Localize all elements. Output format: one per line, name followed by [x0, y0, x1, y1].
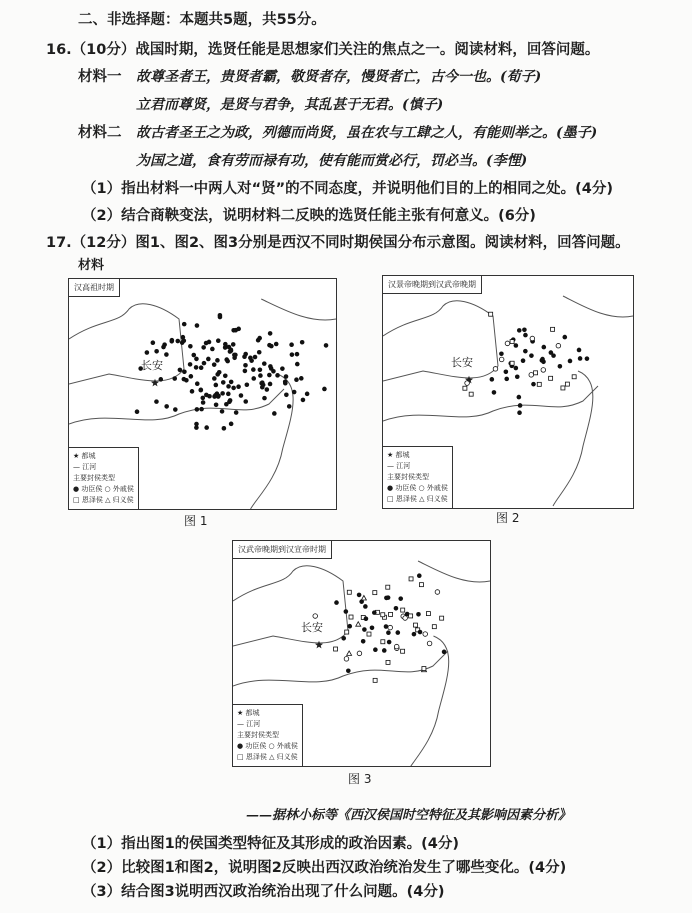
meritorious-marquis-dot [294, 377, 299, 382]
meritorious-marquis-dot [172, 376, 177, 381]
favor-marquis-square [373, 678, 377, 682]
meritorious-marquis-dot [161, 345, 166, 350]
meritorious-marquis-dot [212, 362, 217, 367]
meritorious-marquis-dot [373, 647, 378, 652]
meritorious-marquis-dot [212, 376, 217, 381]
meritorious-marquis-dot [195, 323, 200, 328]
legend-river: — 江河 [237, 720, 261, 728]
river-yangtze [69, 389, 284, 424]
favor-marquis-square [389, 612, 393, 616]
meritorious-marquis-dot [245, 382, 250, 387]
meritorious-marquis-dot [280, 366, 285, 371]
meritorious-marquis-dot [229, 380, 234, 385]
favor-marquis-square [561, 386, 565, 390]
meritorious-marquis-dot [284, 392, 289, 397]
meritorious-marquis-dot [272, 411, 277, 416]
consort-marquis-circle [388, 625, 393, 630]
meritorious-marquis-dot [518, 403, 523, 408]
q16-sub1: （1）指出材料一中两人对“贤”的不同态度，并说明他们目的上的相同之处。(4分) [82, 181, 613, 197]
legend-row-1: ● 功臣侯 ○ 外戚侯 [237, 742, 298, 750]
meritorious-marquis-dot [236, 327, 241, 332]
meritorious-marquis-dot [233, 353, 238, 358]
meritorious-marquis-dot [243, 363, 248, 368]
meritorious-marquis-dot [258, 367, 263, 372]
meritorious-marquis-dot [194, 422, 199, 427]
meritorious-marquis-dot [135, 409, 140, 414]
meritorious-marquis-dot [214, 383, 219, 388]
meritorious-marquis-dot [182, 322, 187, 327]
consort-marquis-circle [357, 651, 362, 656]
meritorious-marquis-dot [194, 357, 199, 362]
meritorious-marquis-dot [412, 632, 417, 637]
source-citation: ——据林小标等《西汉侯国时空特征及其影响因素分析》 [246, 808, 572, 823]
q17-material-label: 材料 [78, 258, 105, 273]
meritorious-marquis-dot [175, 339, 180, 344]
favor-marquis-square [409, 577, 413, 581]
meritorious-marquis-dot [521, 358, 526, 363]
meritorious-marquis-dot [199, 407, 204, 412]
consort-marquis-circle [529, 373, 534, 378]
favor-marquis-square [510, 361, 514, 365]
legend-heading: 主要封侯类型 [73, 474, 115, 482]
meritorious-marquis-dot [164, 404, 169, 409]
favor-marquis-square [386, 660, 390, 664]
meritorious-marquis-dot [217, 370, 222, 375]
meritorious-marquis-dot [223, 342, 228, 347]
meritorious-marquis-dot [364, 616, 369, 621]
q17-sub3: （3）结合图3说明西汉政治统治出现了什么问题。(4分) [82, 884, 445, 900]
q17-sub2: （2）比较图1和图2，说明图2反映出西汉政治统治发生了哪些变化。(4分) [82, 860, 567, 876]
consort-marquis-circle [530, 336, 535, 341]
legend-capital: ★ 都城 [73, 452, 96, 460]
map-2-legend [383, 446, 453, 508]
favor-marquis-square [381, 640, 385, 644]
section-header: 二、非选择题：本题共5题，共55分。 [78, 12, 326, 28]
map-3-title: 汉武帝晚期到汉宣帝时期 [233, 541, 332, 559]
q16-stem: 16.（10分）战国时期，选贤任能是思想家们关注的焦点之一。阅读材料，回答问题。 [46, 42, 600, 58]
meritorious-marquis-dot [577, 348, 582, 353]
meritorious-marquis-dot [262, 361, 267, 366]
meritorious-marquis-dot [164, 352, 169, 357]
meritorious-marquis-dot [384, 596, 389, 601]
meritorious-marquis-dot [558, 364, 563, 369]
meritorious-marquis-dot [341, 636, 346, 641]
legend-row-2: □ 恩泽侯 △ 归义侯 [73, 496, 134, 504]
capital-label: 长安 [301, 621, 323, 634]
map-3-legend [233, 704, 303, 766]
meritorious-marquis-dot [551, 353, 556, 358]
meritorious-marquis-dot [201, 400, 206, 405]
meritorious-marquis-dot [231, 386, 236, 391]
map-figure-3 [232, 540, 491, 767]
favor-marquis-square [489, 312, 493, 316]
meritorious-marquis-dot [523, 333, 528, 338]
meritorious-marquis-dot [243, 369, 248, 374]
meritorious-marquis-dot [189, 374, 194, 379]
meritorious-marquis-dot [243, 399, 248, 404]
meritorious-marquis-dot [226, 384, 231, 389]
meritorious-marquis-dot [229, 347, 234, 352]
map-1-title: 汉高祖时期 [69, 279, 120, 297]
meritorious-marquis-dot [178, 368, 183, 373]
legend-capital: ★ 都城 [237, 709, 260, 717]
meritorious-marquis-dot [504, 369, 509, 374]
meritorious-marquis-dot [251, 367, 256, 372]
favor-marquis-square [413, 623, 417, 627]
meritorious-marquis-dot [158, 377, 163, 382]
meritorious-marquis-dot [204, 425, 209, 430]
meritorious-marquis-dot [514, 366, 519, 371]
material1-line-2: 立君而尊贤，是贤与君争，其乱甚于无君。(慎子) [136, 97, 444, 113]
meritorious-marquis-dot [215, 358, 220, 363]
meritorious-marquis-dot [578, 356, 583, 361]
meritorious-marquis-dot [182, 338, 187, 343]
meritorious-marquis-dot [287, 404, 292, 409]
meritorious-marquis-dot [324, 343, 329, 348]
river-yangtze [233, 651, 448, 686]
meritorious-marquis-dot [195, 407, 200, 412]
favor-marquis-square [463, 386, 467, 390]
meritorious-marquis-dot [267, 343, 272, 348]
meritorious-marquis-dot [188, 344, 193, 349]
legend-river: — 江河 [387, 462, 411, 470]
river-yangtze [383, 386, 598, 421]
favor-marquis-square [432, 625, 436, 629]
coastline [553, 296, 633, 506]
meritorious-marquis-dot [184, 378, 189, 383]
meritorious-marquis-dot [284, 374, 289, 379]
meritorious-marquis-dot [299, 376, 304, 381]
capital-star-icon [315, 641, 323, 649]
legend-heading: 主要封侯类型 [237, 731, 279, 739]
meritorious-marquis-dot [295, 352, 300, 357]
submitted-marquis-triangle [356, 622, 361, 627]
favor-marquis-square [367, 632, 371, 636]
meritorious-marquis-dot [221, 380, 226, 385]
meritorious-marquis-dot [239, 393, 244, 398]
meritorious-marquis-dot [417, 573, 422, 578]
meritorious-marquis-dot [295, 362, 300, 367]
favor-marquis-square [422, 667, 426, 671]
meritorious-marquis-dot [258, 373, 263, 378]
meritorious-marquis-dot [517, 395, 522, 400]
meritorious-marquis-dot [225, 359, 230, 364]
meritorious-marquis-dot [362, 627, 367, 632]
meritorious-marquis-dot [289, 342, 294, 347]
favor-marquis-square [426, 612, 430, 616]
meritorious-marquis-dot [228, 398, 233, 403]
meritorious-marquis-dot [262, 396, 267, 401]
meritorious-marquis-dot [515, 374, 520, 379]
meritorious-marquis-dot [517, 410, 522, 415]
consort-marquis-circle [427, 641, 432, 646]
meritorious-marquis-dot [394, 606, 399, 611]
meritorious-marquis-dot [265, 387, 270, 392]
meritorious-marquis-dot [195, 381, 200, 386]
meritorious-marquis-dot [267, 373, 272, 378]
meritorious-marquis-dot [522, 328, 527, 333]
favor-marquis-square [401, 608, 405, 612]
favor-marquis-square [419, 583, 423, 587]
q17-stem: 17.（12分）图1、图2、图3分别是西汉不同时期侯国分布示意图。阅读材料，回答问题。 [46, 235, 630, 251]
meritorious-marquis-dot [334, 600, 339, 605]
consort-marquis-circle [435, 590, 440, 595]
favor-marquis-square [349, 615, 353, 619]
map-figure-2 [382, 275, 634, 509]
caption-figure-2: 图 2 [496, 511, 520, 525]
favor-marquis-square [549, 376, 553, 380]
favor-marquis-square [345, 630, 349, 634]
material1-label: 材料一 [78, 69, 122, 85]
meritorious-marquis-dot [220, 409, 225, 414]
consort-marquis-circle [541, 368, 546, 373]
meritorious-marquis-dot [499, 351, 504, 356]
legend-river: — 江河 [73, 463, 97, 471]
map-figure-1 [68, 278, 337, 510]
meritorious-marquis-dot [492, 390, 497, 395]
meritorious-marquis-dot [236, 384, 241, 389]
meritorious-marquis-dot [395, 630, 400, 635]
meritorious-marquis-dot [253, 355, 258, 360]
meritorious-marquis-dot [200, 396, 205, 401]
meritorious-marquis-dot [220, 391, 225, 396]
meritorious-marquis-dot [213, 393, 218, 398]
meritorious-marquis-dot [190, 389, 195, 394]
meritorious-marquis-dot [216, 338, 221, 343]
favor-marquis-square [565, 382, 569, 386]
legend-heading: 主要封侯类型 [387, 473, 429, 481]
meritorious-marquis-dot [268, 331, 273, 336]
meritorious-marquis-dot [540, 357, 545, 362]
favor-marquis-square [347, 590, 351, 594]
favor-marquis-square [381, 613, 385, 617]
meritorious-marquis-dot [386, 630, 391, 635]
meritorious-marquis-dot [585, 356, 590, 361]
consort-marquis-circle [403, 616, 408, 621]
meritorious-marquis-dot [268, 382, 273, 387]
meritorious-marquis-dot [344, 609, 349, 614]
meritorious-marquis-dot [531, 382, 536, 387]
legend-row-1: ● 功臣侯 ○ 外戚侯 [387, 484, 448, 492]
meritorious-marquis-dot [357, 593, 362, 598]
meritorious-marquis-dot [301, 398, 306, 403]
meritorious-marquis-dot [257, 350, 262, 355]
meritorious-marquis-dot [145, 350, 150, 355]
meritorious-marquis-dot [418, 630, 423, 635]
meritorious-marquis-dot [290, 352, 295, 357]
meritorious-marquis-dot [504, 377, 509, 382]
q17-sub1: （1）指出图1的侯国类型特征及其形成的政治因素。(4分) [82, 836, 460, 852]
consort-marquis-circle [344, 657, 349, 662]
meritorious-marquis-dot [222, 426, 227, 431]
meritorious-marquis-dot [283, 379, 288, 384]
favor-marquis-square [469, 392, 473, 396]
meritorious-marquis-dot [361, 639, 366, 644]
meritorious-marquis-dot [387, 640, 392, 645]
river-yellow-river [233, 566, 348, 646]
favor-marquis-square [440, 616, 444, 620]
consort-marquis-circle [465, 381, 470, 386]
meritorious-marquis-dot [260, 385, 265, 390]
meritorious-marquis-dot [305, 392, 310, 397]
meritorious-marquis-dot [398, 596, 403, 601]
legend-row-2: □ 恩泽侯 △ 归义侯 [387, 495, 448, 503]
meritorious-marquis-dot [529, 353, 534, 358]
submitted-marquis-triangle [347, 651, 352, 656]
favor-marquis-square [510, 340, 514, 344]
meritorious-marquis-dot [416, 612, 421, 617]
meritorious-marquis-dot [191, 353, 196, 358]
meritorious-marquis-dot [274, 342, 279, 347]
favor-marquis-square [386, 585, 390, 589]
consort-marquis-circle [313, 614, 318, 619]
meritorious-marquis-dot [269, 366, 274, 371]
meritorious-marquis-dot [210, 347, 215, 352]
legend-row-1: ● 功臣侯 ○ 外戚侯 [73, 485, 134, 493]
legend-capital: ★ 都城 [387, 451, 410, 459]
favor-marquis-square [551, 327, 555, 331]
meritorious-marquis-dot [372, 610, 377, 615]
meritorious-marquis-dot [198, 388, 203, 393]
meritorious-marquis-dot [300, 340, 305, 345]
capital-star-icon [151, 379, 159, 387]
meritorious-marquis-dot [517, 328, 522, 333]
meritorious-marquis-dot [322, 387, 327, 392]
meritorious-marquis-dot [188, 362, 193, 367]
legend-row-2: □ 恩泽侯 △ 归义侯 [237, 753, 298, 761]
meritorious-marquis-dot [370, 626, 375, 631]
meritorious-marquis-dot [202, 361, 207, 366]
coastline [251, 299, 336, 509]
meritorious-marquis-dot [490, 377, 495, 382]
meritorious-marquis-dot [523, 349, 528, 354]
capital-label: 长安 [141, 359, 163, 372]
coastline [408, 561, 490, 766]
favor-marquis-square [572, 375, 576, 379]
caption-figure-3: 图 3 [348, 772, 372, 786]
river-yellow-river [383, 301, 498, 381]
map-1-legend [69, 447, 139, 509]
consort-marquis-circle [423, 632, 428, 637]
meritorious-marquis-dot [347, 624, 352, 629]
material2-line-2: 为国之道，食有劳而禄有功，使有能而赏必行，罚必当。(李悝) [136, 153, 528, 169]
caption-figure-1: 图 1 [184, 514, 208, 528]
meritorious-marquis-dot [173, 407, 178, 412]
meritorious-marquis-dot [201, 345, 206, 350]
map-2-title: 汉景帝晚期到汉武帝晚期 [383, 276, 482, 294]
meritorious-marquis-dot [224, 402, 229, 407]
submitted-marquis-triangle [361, 596, 366, 601]
meritorious-marquis-dot [194, 365, 199, 370]
meritorious-marquis-dot [257, 336, 262, 341]
meritorious-marquis-dot [382, 648, 387, 653]
meritorious-marquis-dot [214, 402, 219, 407]
meritorious-marquis-dot [199, 365, 204, 370]
material1-line-1: 故尊圣者王，贵贤者霸，敬贤者存，慢贤者亡，古今一也。(荀子) [136, 69, 542, 85]
meritorious-marquis-dot [363, 604, 368, 609]
meritorious-marquis-dot [229, 422, 234, 427]
consort-marquis-circle [493, 367, 498, 372]
consort-marquis-circle [556, 343, 561, 348]
meritorious-marquis-dot [346, 668, 351, 673]
material2-line-1: 故古者圣王之为政，列德而尚贤，虽在农与工肆之人，有能则举之。(墨子) [136, 125, 598, 141]
meritorious-marquis-dot [226, 392, 231, 397]
consort-marquis-circle [394, 644, 399, 649]
favor-marquis-square [373, 591, 377, 595]
favor-marquis-square [534, 371, 538, 375]
meritorious-marquis-dot [248, 356, 253, 361]
meritorious-marquis-dot [542, 345, 547, 350]
meritorious-marquis-dot [218, 315, 223, 320]
meritorious-marquis-dot [154, 349, 159, 354]
favor-marquis-square [537, 382, 541, 386]
material2-label: 材料二 [78, 125, 122, 141]
meritorious-marquis-dot [275, 373, 280, 378]
consort-marquis-circle [505, 341, 510, 346]
meritorious-marquis-dot [442, 650, 447, 655]
favor-marquis-square [401, 649, 405, 653]
consort-marquis-circle [499, 357, 504, 362]
meritorious-marquis-dot [251, 376, 256, 381]
favor-marquis-square [409, 614, 413, 618]
meritorious-marquis-dot [562, 335, 567, 340]
meritorious-marquis-dot [234, 410, 239, 415]
capital-label: 长安 [451, 356, 473, 369]
meritorious-marquis-dot [514, 343, 519, 348]
favor-marquis-square [334, 647, 338, 651]
meritorious-marquis-dot [568, 359, 573, 364]
meritorious-marquis-dot [182, 369, 187, 374]
meritorious-marquis-dot [207, 340, 212, 345]
meritorious-marquis-dot [242, 354, 247, 359]
meritorious-marquis-dot [170, 338, 175, 343]
meritorious-marquis-dot [154, 399, 159, 404]
meritorious-marquis-dot [206, 357, 211, 362]
meritorious-marquis-dot [151, 340, 156, 345]
meritorious-marquis-dot [231, 342, 236, 347]
meritorious-marquis-dot [292, 390, 297, 395]
q16-sub2: （2）结合商鞅变法，说明材料二反映的选贤任能主张有何意义。(6分) [82, 208, 536, 224]
meritorious-marquis-dot [207, 394, 212, 399]
meritorious-marquis-dot [223, 373, 228, 378]
meritorious-marquis-dot [260, 380, 265, 385]
